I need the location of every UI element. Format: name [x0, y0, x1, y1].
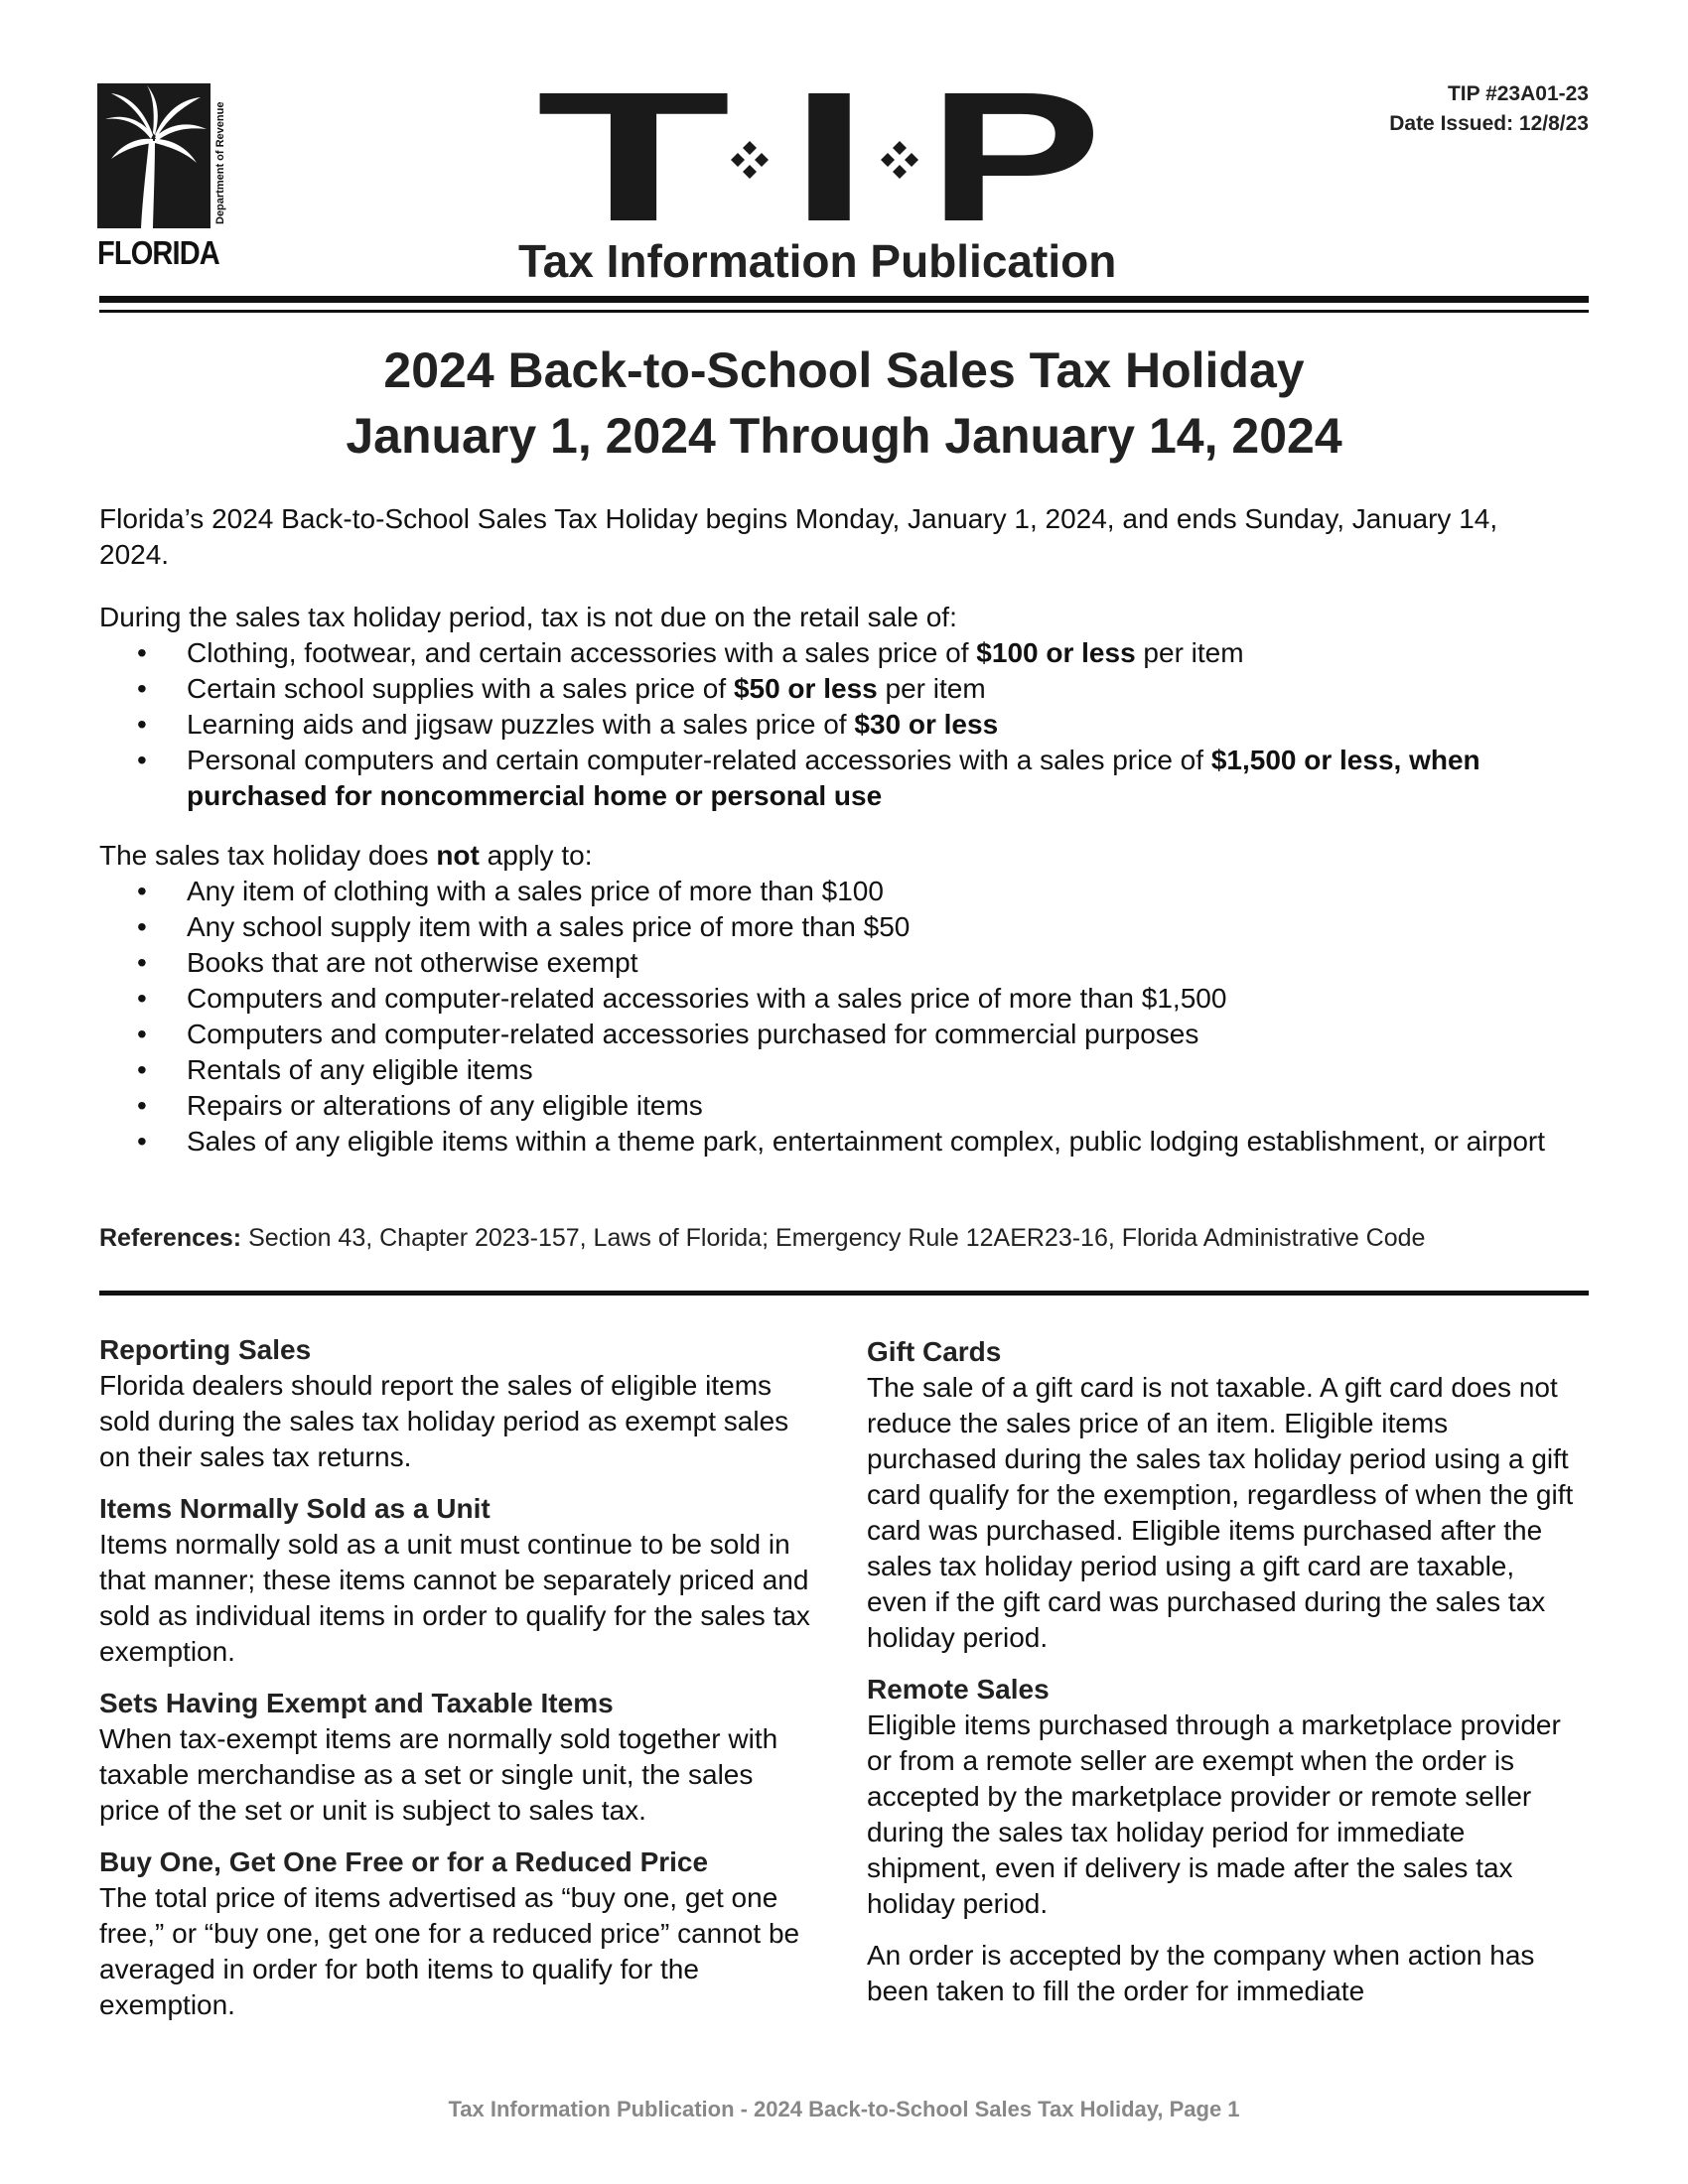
tip-letter-i: I	[789, 79, 869, 224]
florida-dor-logo	[97, 83, 226, 274]
section-heading: Sets Having Exempt and Taxable Items	[99, 1688, 614, 1718]
section-remote-sales	[867, 1672, 1582, 1922]
section-items-sold-as-unit	[99, 1491, 814, 1670]
exempt-lead: During the sales tax holiday period, tax is not due on the retail sale of:	[99, 602, 957, 632]
list-item: • Any school supply item with a sales price of more than $50	[99, 909, 1589, 945]
section-sets-exempt-taxable	[99, 1686, 814, 1829]
section-buy-one-get-one	[99, 1844, 814, 2023]
header-rule-thick	[99, 296, 1589, 303]
tip-number: TIP #23A01-23	[1447, 82, 1589, 105]
section-body: Florida dealers should report the sales of eligible items sold during the sales tax holiday period as exempt sales on their sales tax returns.	[99, 1370, 789, 1472]
exempt-list	[99, 635, 1589, 814]
tip-meta	[1389, 79, 1589, 139]
section-heading: Items Normally Sold as a Unit	[99, 1493, 491, 1524]
diamond-ornament-icon	[731, 141, 769, 179]
section-gift-cards	[867, 1334, 1582, 1656]
references-text: Section 43, Chapter 2023-157, Laws of Florida; Emergency Rule 12AER23-16, Florida Administrative Code	[241, 1224, 1426, 1252]
diamond-ornament-icon	[881, 141, 918, 179]
section-heading: Reporting Sales	[99, 1334, 312, 1365]
right-column	[867, 1334, 1582, 2025]
not-apply-list	[99, 874, 1589, 1160]
section-order-accepted	[867, 1938, 1582, 2009]
list-item: • Rentals of any eligible items	[99, 1052, 1589, 1088]
date-issued: Date Issued: 12/8/23	[1389, 112, 1589, 135]
list-item: • Computers and computer-related accessories with a sales price of more than $1,500	[99, 981, 1589, 1017]
section-body: Items normally sold as a unit must continue to be sold in that manner; these items cannot be separately priced and sold as individual items in order to qualify for the sales tax exemption.	[99, 1529, 810, 1667]
section-heading: Buy One, Get One Free or for a Reduced Price	[99, 1846, 709, 1877]
references	[99, 1221, 1609, 1255]
list-item: • Learning aids and jigsaw puzzles with a sales price of $30 or less	[99, 707, 1589, 743]
tip-letter-t: T	[536, 79, 731, 224]
section-body: When tax-exempt items are normally sold together with taxable merchandise as a set or single unit, the sales price of the set or unit is subject to sales tax.	[99, 1723, 778, 1826]
section-body: Eligible items purchased through a marketplace provider or from a remote seller are exempt when the order is accepted by the marketplace provider or remote seller during the sales tax holiday period for immediate shipment, even if delivery is made after the sales tax holiday period.	[867, 1709, 1561, 1919]
list-item: • Books that are not otherwise exempt	[99, 945, 1589, 981]
section-body: The total price of items advertised as “buy one, get one free,” or “buy one, get one for a reduced price” cannot be averaged in order for both items to qualify for the exemption.	[99, 1882, 800, 2020]
logo-side-text	[212, 85, 226, 228]
list-item: • Repairs or alterations of any eligible items	[99, 1088, 1589, 1124]
left-column	[99, 1332, 814, 2039]
logo-side-label: Department of Revenue	[214, 101, 226, 224]
section-heading: Remote Sales	[867, 1674, 1050, 1705]
page-footer: Tax Information Publication - 2024 Back-to-School Sales Tax Holiday, Page 1	[448, 2097, 1240, 2121]
list-item: • Clothing, footwear, and certain accessories with a sales price of $100 or less per item	[99, 635, 1589, 671]
section-reporting-sales	[99, 1332, 814, 1475]
references-label: References:	[99, 1224, 242, 1252]
section-body: An order is accepted by the company when action has been taken to fill the order for immediate	[867, 1940, 1535, 2006]
palm-tree-icon	[97, 83, 211, 228]
list-item: • Certain school supplies with a sales price of $50 or less per item	[99, 671, 1589, 707]
list-item: • Personal computers and certain computer-related accessories with a sales price of $1,500 or less, when purchased for noncommercial home or personal use	[99, 743, 1617, 814]
section-rule	[99, 1291, 1589, 1296]
section-body: The sale of a gift card is not taxable. A gift card does not reduce the sales price of an item. Eligible items purchased during the sales tax holiday period using a gift card qualify for the exemption, regardless of when the gift card was purchased. Eligible items purchased after the sales tax holiday period using a gift card are taxable, even if the gift card was purchased during the sales tax holiday period.	[867, 1372, 1574, 1653]
document-title-line2: January 1, 2024 Through January 14, 2024	[346, 408, 1342, 464]
header-rule-thin	[99, 310, 1589, 313]
publication-title: Tax Information Publication	[518, 235, 1117, 287]
document-title-line1: 2024 Back-to-School Sales Tax Holiday	[383, 342, 1305, 398]
not-apply-lead: The sales tax holiday does not apply to:	[99, 840, 593, 871]
list-item: • Computers and computer-related accessories purchased for commercial purposes	[99, 1017, 1589, 1052]
intro-paragraph: Florida’s 2024 Back-to-School Sales Tax Holiday begins Monday, January 1, 2024, and ends Sunday, January 14, 2024.	[99, 503, 1498, 570]
logo-word: FLORIDA	[97, 234, 219, 271]
section-heading: Gift Cards	[867, 1336, 1002, 1367]
list-item: • Any item of clothing with a sales price of more than $100	[99, 874, 1589, 909]
list-item: • Sales of any eligible items within a theme park, entertainment complex, public lodging establishment, or airport	[99, 1124, 1676, 1160]
tip-letter-p: P	[927, 79, 1102, 224]
tip-wordmark	[536, 79, 1172, 224]
